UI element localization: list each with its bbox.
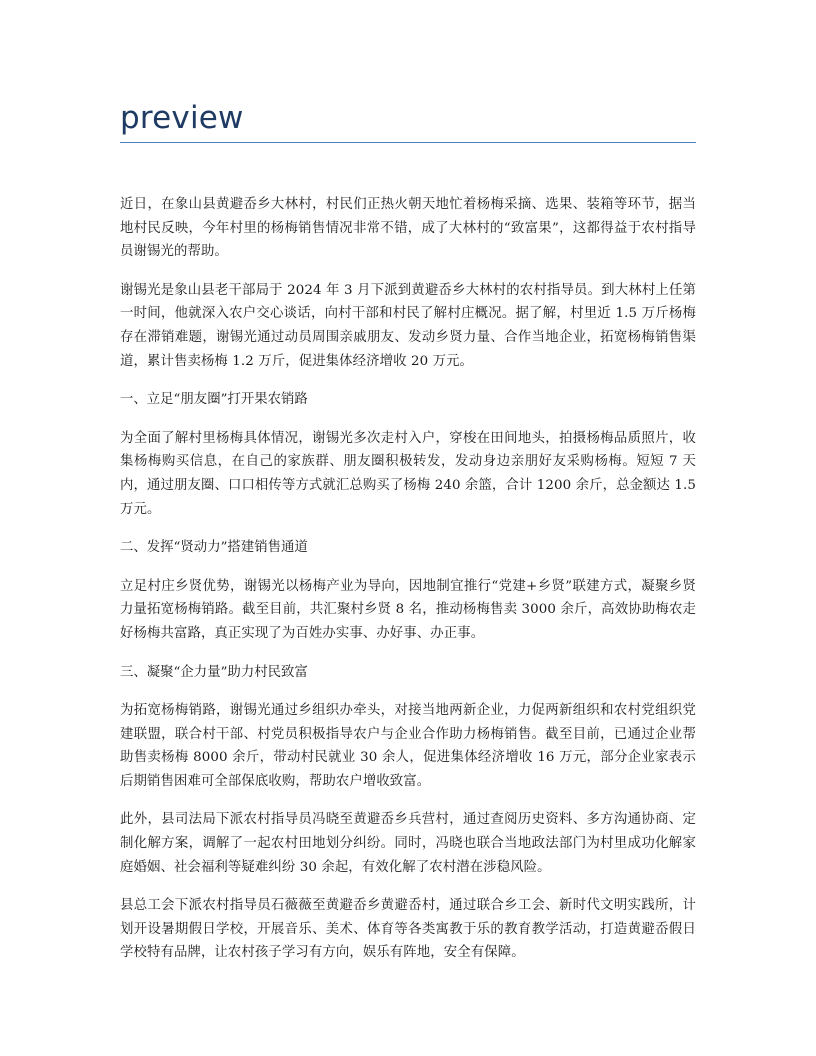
title-underline — [120, 142, 696, 143]
document-body — [120, 193, 696, 965]
section-heading: 二、发挥“贤动力”搭建销售通道 — [120, 540, 308, 556]
section-paragraph: 此外，县司法局下派农村指导员冯晓至黄避岙乡兵营村，通过查阅历史资料、多方沟通协商、定制化解方案，调解了一起农村田地划分纠纷。同时，冯晓也联合当地政法部门为村里成功化解家庭婚姻、社会福利等疑难纠纷 30 余起，有效化解了农村潜在涉稳风险。 — [120, 812, 696, 875]
document-title: preview — [120, 100, 244, 136]
section-paragraph: 县总工会下派农村指导员石薇薇至黄避岙乡黄避岙村，通过联合乡工会、新时代文明实践所，计划开设暑期假日学校，开展音乐、美术、体育等各类寓教于乐的教育教学活动，打造黄避岙假日学校特有品牌，让农村孩子学习有方向，娱乐有阵地，安全有保障。 — [120, 898, 696, 961]
section-paragraph: 为拓宽杨梅销路，谢锡光通过乡组织办牵头，对接当地两新企业，力促两新组织和农村党组织党建联盟，联合村干部、村党员积极指导农户与企业合作助力杨梅销售。截至目前，已通过企业帮助售卖杨梅 8000 余斤，带动村民就业 30 余人，促进集体经济增收 16 万元，部分企业家表示后期销售困难可全部保底收购，帮助农户增收致富。 — [120, 703, 696, 789]
section-heading: 一、立足“朋友圈”打开果农销路 — [120, 392, 308, 408]
section-heading: 三、凝聚“企力量”助力村民致富 — [120, 664, 308, 680]
section-paragraph: 立足村庄乡贤优势，谢锡光以杨梅产业为导向，因地制宜推行“党建+乡贤”联建方式，凝聚乡贤力量拓宽杨梅销路。截至目前，共汇聚村乡贤 8 名，推动杨梅售卖 3000 余斤，高效协助梅农走好杨梅共富路，真正实现了为百姓办实事、办好事、办正事。 — [120, 578, 696, 641]
background-paragraph: 谢锡光是象山县老干部局于 2024 年 3 月下派到黄避岙乡大林村的农村指导员。到大林村上任第一时间，他就深入农户交心谈话，向村干部和村民了解村庄概况。据了解，村里近 1.5 万斤杨梅存在滞销难题，谢锡光通过动员周围亲戚朋友、发动乡贤力量、合作当地企业，拓宽杨梅销售渠道，累计售卖杨梅 1.2 万斤，促进集体经济增收 20 万元。 — [120, 282, 696, 369]
intro-paragraph: 近日，在象山县黄避岙乡大林村，村民们正热火朝天地忙着杨梅采摘、选果、装箱等环节，据当地村民反映，今年村里的杨梅销售情况非常不错，成了大林村的“致富果”，这都得益于农村指导员谢锡光的帮助。 — [120, 197, 696, 260]
section-paragraph: 为全面了解村里杨梅具体情况，谢锡光多次走村入户，穿梭在田间地头，拍摄杨梅品质照片，收集杨梅购买信息，在自己的家族群、朋友圈积极转发，发动身边亲朋好友采购杨梅。短短 7 天内，通过朋友圈、口口相传等方式就汇总购买了杨梅 240 余篮，合计 1200 余斤，总金额达 1.5 万元。 — [120, 430, 696, 517]
document-page — [120, 0, 696, 980]
